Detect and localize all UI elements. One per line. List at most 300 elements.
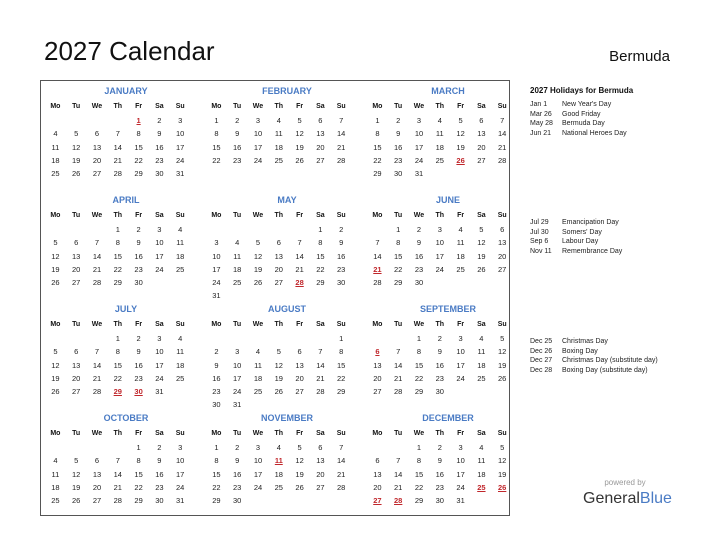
day-cell: 18 [51,482,60,492]
day-cell: 17 [456,360,465,370]
day-cell: 7 [115,129,120,139]
day-cell: 15 [414,360,424,370]
holiday-date: Jul 30 [530,228,549,236]
day-cell: 16 [414,251,424,261]
holidays-title: 2027 Holidays for Bermuda [530,86,634,95]
day-cell: 17 [435,251,444,261]
day-cell: 13 [274,251,283,261]
month-june [367,192,517,289]
day-cell: 10 [155,347,164,357]
day-cell: 19 [498,469,507,479]
day-cell: 3 [255,443,261,452]
day-cell: 8 [115,347,120,357]
month-august [206,301,356,412]
holiday-name: Boxing Day (substitute day) [562,366,648,374]
month-name: OCTOBER [103,413,149,423]
day-cell: 20 [477,142,486,152]
weekday-header: Su [175,212,185,219]
day-cell: 30 [435,387,444,397]
empty-cell [45,223,66,236]
day-cell: 22 [316,264,325,274]
day-cell: 4 [255,347,261,357]
weekday-header: Su [336,212,346,219]
day-cell: 22 [414,482,424,492]
weekday-header: Mo [372,430,383,437]
empty-cell [87,223,108,236]
day-cell: 31 [176,169,185,179]
day-cell: 17 [456,469,465,479]
day-cell: 4 [458,225,463,234]
weekday-header: Sa [477,430,486,437]
weekday-header: Su [497,212,507,219]
weekday-header: Su [175,430,185,437]
day-cell: 27 [295,387,304,397]
day-cell: 4 [178,225,183,234]
month-name: MARCH [431,86,465,96]
day-cell: 23 [233,155,242,165]
holiday-name: Christmas Day (substitute day) [562,357,658,364]
month-grid [367,99,517,180]
day-cell: 11 [254,360,262,370]
day-cell: 9 [157,129,162,139]
day-cell: 11 [477,456,486,466]
day-cell: 1 [214,116,219,125]
day-cell: 7 [94,347,100,357]
day-cell: 31 [456,496,465,506]
day-cell: 10 [435,238,444,248]
day-cell: 18 [274,469,283,479]
day-cell: 3 [157,225,162,234]
day-cell: 25 [274,482,283,492]
day-cell: 16 [233,469,242,479]
day-cell: 13 [72,251,81,261]
holiday-name: Bermuda Day [562,120,605,127]
day-cell: 23 [414,264,424,274]
weekday-header: Tu [394,430,403,437]
day-cell: 25 [233,278,242,288]
day-cell: 10 [253,456,263,466]
day-cell: 27 [316,482,325,492]
month-november [206,410,356,507]
empty-cell [289,332,310,345]
day-cell: 10 [212,251,221,261]
day-cell: 14 [394,360,403,370]
day-cell: 14 [295,251,304,261]
day-cell: 18 [274,142,283,152]
holiday-date: Jun 21 [530,129,552,137]
day-cell: 2 [235,443,240,452]
day-cell: 23 [134,373,143,383]
day-cell: 5 [276,347,281,357]
day-cell: 10 [414,129,424,139]
weekday-header: Mo [50,430,61,437]
brand-logo[interactable] [583,490,672,508]
weekday-header: Mo [211,430,222,437]
day-cell: 15 [212,469,221,479]
day-cell: 28 [337,155,346,165]
weekday-header: Sa [155,103,164,110]
month-name: NOVEMBER [260,413,313,423]
day-cell: 8 [375,129,380,139]
day-cell: 2 [235,116,240,125]
day-cell: 6 [375,456,380,466]
empty-cell [367,441,388,454]
day-cell: 29 [316,278,325,288]
weekday-header: Sa [316,103,325,110]
holiday-item [530,366,700,376]
empty-cell [206,332,227,345]
month-may [206,192,356,303]
day-cell: 10 [176,456,185,466]
day-cell: 9 [157,456,162,466]
day-cell: 3 [157,334,162,343]
day-cell: 19 [274,373,283,383]
holiday-date: Mar 26 [530,110,552,118]
day-cell: 27 [498,264,507,274]
day-cell: 20 [316,469,325,479]
weekday-header: Fr [135,430,143,437]
weekday-header: We [91,103,103,110]
weekday-header: Mo [211,103,222,110]
day-cell: 5 [297,116,302,125]
day-cell: 29 [414,496,424,506]
day-cell: 7 [375,238,380,248]
day-cell: 10 [253,129,263,139]
month-march [367,83,517,180]
day-cell: 23 [337,264,346,274]
day-cell: 21 [295,264,304,274]
weekday-header: Fr [296,430,304,437]
day-cell: 30 [155,169,164,179]
weekday-header: We [413,103,425,110]
day-cell: 28 [113,169,122,179]
weekday-header: Su [336,103,346,110]
day-cell: 29 [134,496,143,506]
day-cell: 19 [477,251,486,261]
day-cell: 28 [92,278,102,288]
holiday-item [530,347,700,357]
holiday-date: Dec 28 [530,366,553,374]
day-cell: 20 [373,373,382,383]
day-cell: 19 [498,360,507,370]
day-cell: 22 [212,482,221,492]
weekday-header: Sa [155,212,164,219]
day-cell: 14 [498,129,507,139]
weekday-header: Tu [72,430,81,437]
day-cell: 15 [394,251,403,261]
month-grid [367,426,517,507]
month-grid [45,208,195,289]
day-cell: 27 [373,387,382,397]
weekday-header: Sa [155,321,164,328]
weekday-header: Mo [372,321,383,328]
holiday-item [530,100,700,110]
day-cell: 8 [214,129,219,139]
day-cell: 30 [212,400,221,410]
day-cell: 1 [375,116,380,125]
day-cell: 25 [176,373,185,383]
day-cell: 18 [477,469,486,479]
day-cell: 4 [53,456,58,466]
holiday-day: 11 [274,456,283,466]
day-cell: 2 [339,225,344,234]
day-cell: 26 [72,496,81,506]
day-cell: 12 [456,129,465,139]
day-cell: 3 [458,334,463,343]
day-cell: 20 [72,264,81,274]
weekday-header: Tu [72,321,81,328]
empty-cell [367,223,388,236]
day-cell: 17 [253,142,263,152]
day-cell: 11 [456,238,465,248]
day-cell: 31 [233,400,242,410]
holiday-day: 21 [373,264,382,274]
day-cell: 22 [113,264,122,274]
day-cell: 14 [92,251,102,261]
day-cell: 30 [233,496,242,506]
empty-cell [367,332,388,345]
day-cell: 25 [253,387,263,397]
day-cell: 21 [92,373,102,383]
empty-cell [227,223,248,236]
holiday-name: Somers' Day [562,228,602,236]
day-cell: 8 [416,456,422,466]
day-cell: 10 [176,129,185,139]
day-cell: 26 [477,264,486,274]
month-december [367,410,517,507]
day-cell: 14 [337,456,346,466]
holiday-group [530,337,700,375]
day-cell: 25 [477,373,486,383]
holiday-date: Sep 6 [530,238,549,245]
empty-cell [268,332,289,345]
empty-cell [66,441,87,454]
day-cell: 17 [155,360,164,370]
day-cell: 18 [233,264,242,274]
holiday-date: Jul 29 [530,219,549,226]
holiday-day: 28 [394,496,403,506]
day-cell: 1 [416,334,422,343]
day-cell: 21 [394,373,403,383]
weekday-header: We [252,321,264,328]
brand-general: General [583,490,640,507]
day-cell: 29 [414,387,424,397]
holiday-day: 30 [134,387,143,397]
day-cell: 19 [295,469,304,479]
month-grid [367,208,517,289]
empty-cell [66,332,87,345]
weekday-header: Su [336,430,346,437]
holiday-item [530,356,700,366]
day-cell: 12 [51,360,60,370]
day-cell: 10 [155,238,164,248]
holiday-date: Dec 27 [530,357,553,364]
weekday-header: Su [497,103,507,110]
weekday-header: Tu [233,103,242,110]
day-cell: 16 [134,251,143,261]
day-cell: 21 [337,469,346,479]
day-cell: 12 [253,251,263,261]
weekday-header: Th [435,212,445,219]
day-cell: 27 [72,278,81,288]
day-cell: 22 [113,373,122,383]
day-cell: 13 [498,238,507,248]
day-cell: 3 [178,116,183,125]
day-cell: 8 [115,238,120,248]
day-cell: 27 [92,169,102,179]
weekday-header: Su [175,103,185,110]
day-cell: 20 [92,482,102,492]
day-cell: 5 [53,238,58,248]
day-cell: 1 [416,443,422,452]
day-cell: 30 [155,496,164,506]
day-cell: 3 [437,225,442,234]
day-cell: 2 [437,443,442,452]
day-cell: 2 [157,116,162,125]
weekday-header: Fr [457,430,465,437]
holiday-date: Dec 26 [530,347,553,355]
day-cell: 9 [437,347,442,357]
day-cell: 4 [276,443,281,452]
day-cell: 26 [51,387,60,397]
weekday-header: Tu [394,212,403,219]
day-cell: 13 [72,360,81,370]
holiday-date: Dec 25 [530,338,553,345]
day-cell: 24 [176,155,185,165]
day-cell: 25 [435,155,444,165]
day-cell: 13 [373,469,382,479]
day-cell: 2 [416,225,422,234]
day-cell: 9 [339,238,344,248]
day-cell: 19 [51,373,60,383]
day-cell: 18 [435,142,444,152]
holiday-day: 6 [375,347,380,357]
month-name: JULY [114,304,138,314]
day-cell: 25 [274,155,283,165]
day-cell: 29 [373,169,382,179]
day-cell: 29 [337,387,346,397]
holiday-day: 28 [295,278,304,288]
day-cell: 9 [136,347,141,357]
holiday-name: New Year's Day [562,101,612,108]
day-cell: 31 [212,291,221,301]
day-cell: 12 [274,360,283,370]
empty-cell [87,114,108,127]
day-cell: 28 [373,278,382,288]
holiday-day: 25 [477,482,486,492]
day-cell: 26 [498,373,507,383]
day-cell: 11 [435,129,444,139]
empty-cell [45,332,66,345]
weekday-header: Sa [316,212,325,219]
day-cell: 22 [134,155,143,165]
weekday-header: Th [274,212,284,219]
weekday-header: Mo [211,321,222,328]
day-cell: 28 [394,387,403,397]
weekday-header: We [252,103,264,110]
day-cell: 8 [136,456,141,466]
month-name: MAY [277,195,297,205]
day-cell: 19 [456,142,465,152]
weekday-header: We [91,430,103,437]
day-cell: 16 [435,469,444,479]
day-cell: 25 [456,264,465,274]
day-cell: 17 [414,142,424,152]
holiday-day: 26 [498,482,507,492]
day-cell: 22 [134,482,143,492]
empty-cell [388,332,409,345]
day-cell: 26 [72,169,81,179]
day-cell: 3 [235,347,240,357]
day-cell: 24 [176,482,185,492]
empty-cell [206,223,227,236]
day-cell: 21 [92,264,102,274]
empty-cell [107,114,128,127]
day-cell: 24 [456,373,465,383]
holiday-day: 27 [373,496,382,506]
empty-cell [87,441,108,454]
day-cell: 28 [498,155,507,165]
day-cell: 17 [176,142,185,152]
day-cell: 15 [373,142,382,152]
empty-cell [45,114,66,127]
day-cell: 16 [155,142,164,152]
weekday-header: Sa [477,212,486,219]
day-cell: 25 [176,264,185,274]
holiday-item [530,218,700,228]
month-name: FEBRUARY [262,86,312,96]
day-cell: 19 [72,155,81,165]
empty-cell [66,114,87,127]
day-cell: 17 [155,251,164,261]
day-cell: 15 [134,142,143,152]
day-cell: 4 [437,116,442,125]
day-cell: 12 [498,347,507,357]
day-cell: 16 [337,251,346,261]
month-july [45,301,195,398]
holiday-name: Christmas Day [562,338,608,345]
empty-cell [248,332,269,345]
day-cell: 7 [396,347,401,357]
country-label: Bermuda [609,48,670,65]
day-cell: 24 [253,155,263,165]
day-cell: 22 [373,155,382,165]
day-cell: 9 [396,129,401,139]
month-name: SEPTEMBER [419,304,476,314]
weekday-header: Sa [316,430,325,437]
day-cell: 13 [316,129,325,139]
weekday-header: Th [435,103,445,110]
day-cell: 27 [316,155,325,165]
day-cell: 4 [178,334,183,343]
holiday-name: Labour Day [562,238,599,245]
day-cell: 26 [295,482,304,492]
day-cell: 3 [178,443,183,452]
weekday-header: We [252,212,264,219]
holiday-day: 26 [456,155,465,165]
weekday-header: Th [113,321,123,328]
day-cell: 24 [435,264,444,274]
day-cell: 5 [458,116,463,125]
day-cell: 20 [316,142,325,152]
weekday-header: Su [497,430,507,437]
day-cell: 11 [274,129,283,139]
weekday-header: Th [274,103,284,110]
day-cell: 6 [318,443,323,452]
month-grid [367,317,517,398]
day-cell: 25 [51,496,60,506]
weekday-header: Th [274,321,284,328]
